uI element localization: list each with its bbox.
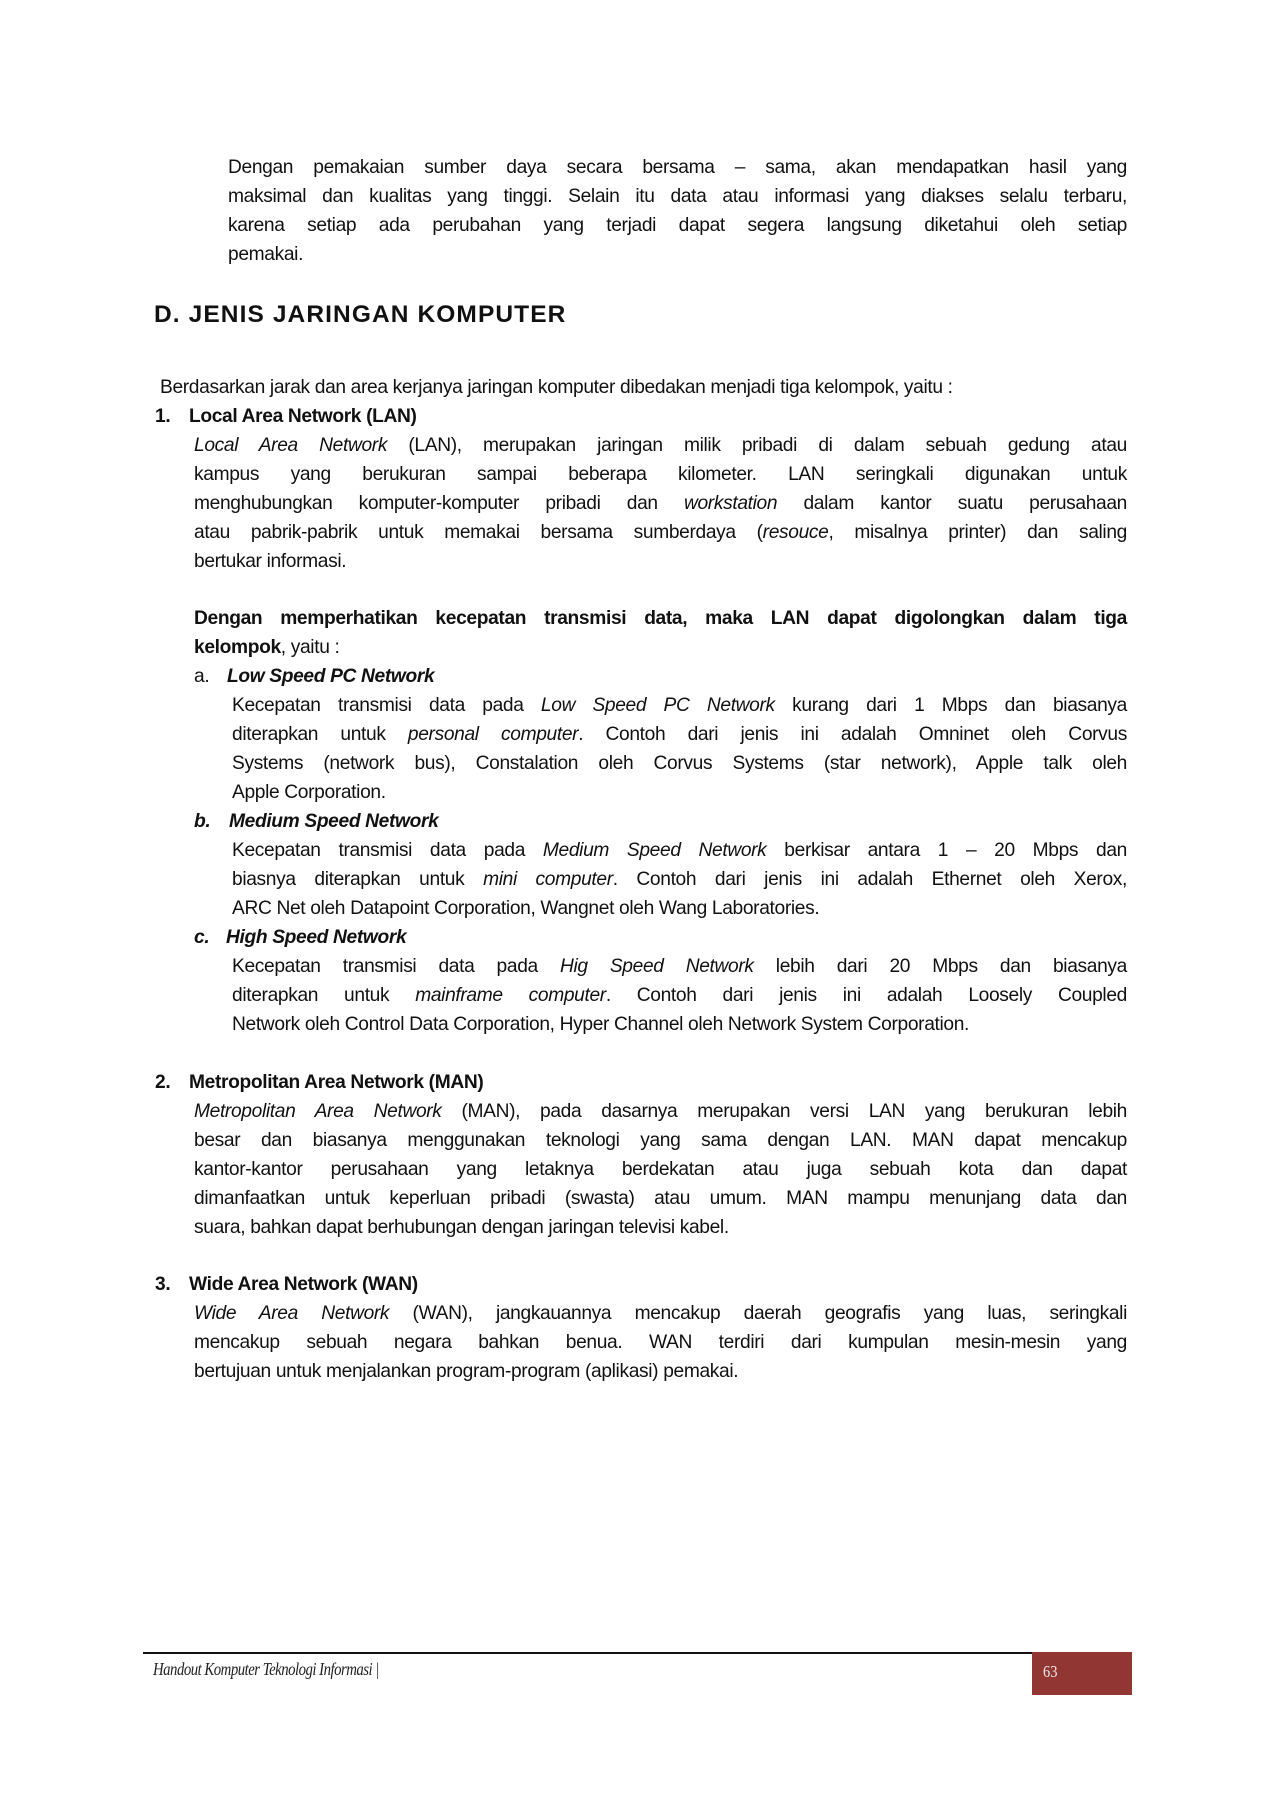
term: Hig Speed Network bbox=[559, 956, 754, 977]
footer-title: Handout Komputer Teknologi Informasi | bbox=[153, 1659, 379, 1679]
text: (LAN), merupakan jaringan milik pribadi di dalam sebuah gedung atau bbox=[387, 435, 1127, 456]
low-speed-description bbox=[232, 692, 1127, 808]
text: mencakup sebuah negara bahkan benua. WAN terdiri dari kumpulan mesin-mesin yang bbox=[194, 1331, 1127, 1353]
text: suara, bahkan dapat berhubungan dengan jaringan televisi kabel. bbox=[194, 1216, 729, 1238]
text: , yaitu : bbox=[280, 636, 340, 658]
section-lead bbox=[160, 374, 1127, 403]
sublist-marker: c. bbox=[194, 927, 210, 948]
list-number: 1. bbox=[155, 406, 171, 427]
text: bertujuan untuk menjalankan program-program (aplikasi) pemakai. bbox=[194, 1360, 739, 1382]
text: biasnya diterapkan untuk bbox=[232, 868, 484, 890]
term: Wide Area Network bbox=[194, 1303, 390, 1324]
text: Network oleh Control Data Corporation, Hyper Channel oleh Network System Corporation. bbox=[232, 1013, 970, 1035]
section-lead-text: Berdasarkan jarak dan area kerjanya jaringan komputer dibedakan menjadi tiga kelompok, yaitu : bbox=[160, 377, 953, 398]
text: Dengan memperhatikan kecepatan transmisi data, maka LAN dapat digolongkan dalam tiga bbox=[194, 608, 1127, 629]
lan-speed-intro bbox=[194, 605, 1127, 663]
man-description bbox=[194, 1098, 1127, 1243]
text: bertukar informasi. bbox=[194, 550, 347, 572]
subitem-title-high-speed: High Speed Network bbox=[226, 927, 407, 948]
sublist-marker: a. bbox=[194, 666, 210, 687]
text: Apple Corporation. bbox=[232, 781, 386, 803]
text: diterapkan untuk bbox=[232, 723, 408, 745]
text: besar dan biasanya menggunakan teknologi yang sama dengan LAN. MAN dapat mencakup bbox=[194, 1129, 1127, 1151]
term: Local Area Network bbox=[194, 435, 388, 456]
text: lebih dari 20 Mbps dan biasanya bbox=[753, 956, 1127, 977]
term: mainframe computer bbox=[415, 984, 606, 1006]
intro-paragraph bbox=[228, 154, 1127, 270]
intro-line: Dengan pemakaian sumber daya secara bersama – sama, akan mendapatkan hasil yang bbox=[228, 157, 1127, 178]
intro-line: maksimal dan kualitas yang tinggi. Selain itu data atau informasi yang diakses selalu terbaru, bbox=[228, 185, 1127, 207]
subitem-title-low-speed: Low Speed PC Network bbox=[227, 666, 435, 687]
list-number: 3. bbox=[155, 1274, 171, 1295]
high-speed-description bbox=[232, 953, 1127, 1040]
text: . Contoh dari jenis ini adalah Loosely Coupled bbox=[605, 984, 1127, 1006]
text: Kecepatan transmisi data pada bbox=[232, 956, 560, 977]
page-number-box bbox=[1032, 1652, 1132, 1695]
text: kantor-kantor perusahaan yang letaknya berdekatan atau juga sebuah kota dan dapat bbox=[194, 1158, 1127, 1180]
list-number: 2. bbox=[155, 1072, 171, 1093]
text: kampus yang berukuran sampai beberapa kilometer. LAN seringkali digunakan untuk bbox=[194, 463, 1127, 485]
list-item-title-wan: Wide Area Network (WAN) bbox=[189, 1274, 418, 1295]
text: (MAN), pada dasarnya merupakan versi LAN yang berukuran lebih bbox=[441, 1101, 1127, 1122]
text: (WAN), jangkauannya mencakup daerah geografis yang luas, seringkali bbox=[389, 1303, 1127, 1324]
text: kurang dari 1 Mbps dan biasanya bbox=[774, 695, 1127, 716]
page-number: 63 bbox=[1043, 1662, 1058, 1681]
term: mini computer bbox=[483, 868, 613, 890]
list-item-title-man: Metropolitan Area Network (MAN) bbox=[189, 1072, 484, 1093]
text: . Contoh dari jenis ini adalah Omninet oleh Corvus bbox=[578, 723, 1127, 745]
lan-description bbox=[194, 432, 1127, 577]
text: , misalnya printer) dan saling bbox=[828, 521, 1127, 543]
wan-description bbox=[194, 1300, 1127, 1387]
text: berkisar antara 1 – 20 Mbps dan bbox=[766, 840, 1127, 861]
text: dimanfaatkan untuk keperluan pribadi (swasta) atau umum. MAN mampu menunjang data dan bbox=[194, 1187, 1127, 1209]
text: menghubungkan komputer-komputer pribadi dan bbox=[194, 492, 684, 514]
medium-speed-description bbox=[232, 837, 1127, 924]
term: Medium Speed Network bbox=[542, 840, 767, 861]
text: kelompok bbox=[194, 636, 281, 658]
text: ARC Net oleh Datapoint Corporation, Wangnet oleh Wang Laboratories. bbox=[232, 897, 820, 919]
footer-divider bbox=[143, 1652, 1032, 1654]
list-item-title-lan: Local Area Network (LAN) bbox=[189, 406, 417, 427]
text: atau pabrik-pabrik untuk memakai bersama sumberdaya ( bbox=[194, 521, 763, 543]
intro-line: pemakai. bbox=[228, 243, 304, 265]
text: Kecepatan transmisi data pada bbox=[232, 840, 543, 861]
term: resouce bbox=[762, 521, 829, 543]
term: workstation bbox=[683, 492, 778, 514]
text: Kecepatan transmisi data pada bbox=[232, 695, 541, 716]
section-heading: D. JENIS JARINGAN KOMPUTER bbox=[154, 301, 567, 328]
text: dalam kantor suatu perusahaan bbox=[777, 492, 1128, 514]
text: Systems (network bus), Constalation oleh Corvus Systems (star network), Apple talk oleh bbox=[232, 752, 1127, 774]
text: diterapkan untuk bbox=[232, 984, 416, 1006]
intro-line: karena setiap ada perubahan yang terjadi dapat segera langsung diketahui oleh setiap bbox=[228, 214, 1127, 236]
subitem-title-medium-speed: Medium Speed Network bbox=[229, 811, 439, 832]
sublist-marker: b. bbox=[194, 811, 211, 832]
term: Metropolitan Area Network bbox=[194, 1101, 442, 1122]
term: personal computer bbox=[407, 723, 579, 745]
term: Low Speed PC Network bbox=[540, 695, 775, 716]
text: . Contoh dari jenis ini adalah Ethernet oleh Xerox, bbox=[612, 868, 1128, 890]
